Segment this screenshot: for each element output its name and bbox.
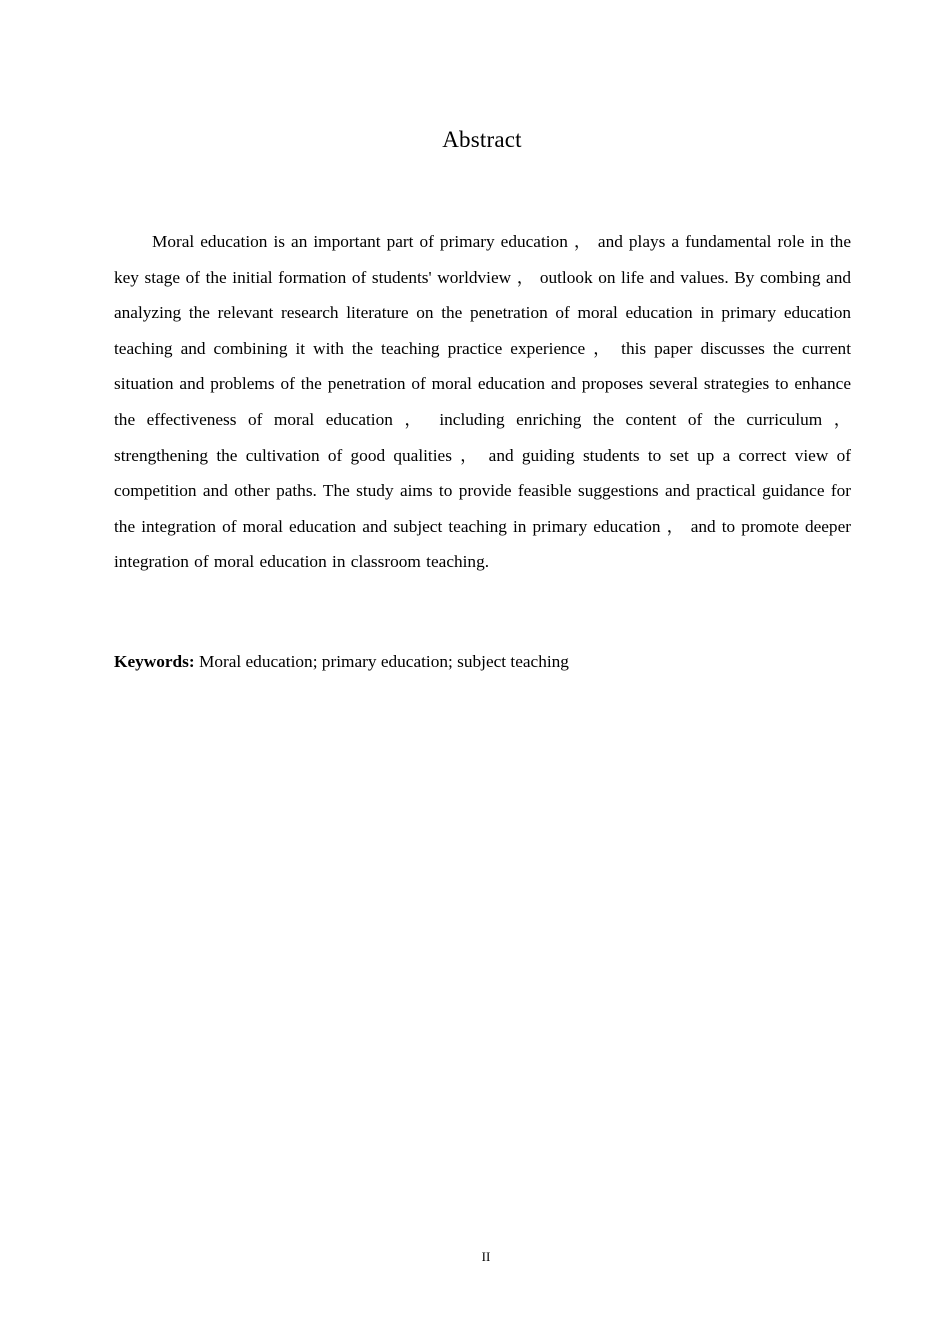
keywords-line	[114, 648, 851, 676]
keywords-text: Moral education; primary education; subject teaching	[194, 652, 569, 671]
page-title: Abstract	[442, 127, 522, 152]
keywords-label: Keywords:	[114, 652, 195, 671]
abstract-paragraph: Moral education is an important part of primary education ， and plays a fundamental role in the key stage of the initial formation of students' worldview ， outlook on life and values. By combing and analyzing the relevant research literature on the penetration of moral education in primary education teaching and combining it with the teaching practice experience ， this paper discusses the current situation and problems of the penetration of moral education and proposes several strategies to enhance the effectiveness of moral education ， including enriching the content of the curriculum ， strengthening the cultivation of good qualities ， and guiding students to set up a correct view of competition and other paths. The study aims to provide feasible suggestions and practical guidance for the integration of moral education and subject teaching in primary education ， and to promote deeper integration of moral education in classroom teaching.	[114, 232, 851, 572]
page-number: II	[481, 1249, 491, 1264]
